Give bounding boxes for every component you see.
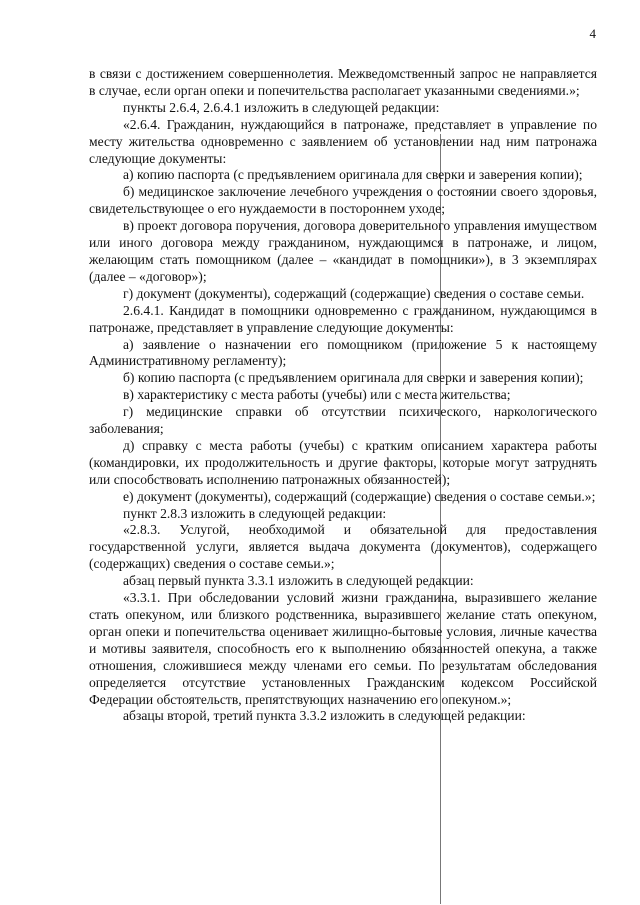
paragraph: «2.8.3. Услугой, необходимой и обязательной для предоставления государственной услуги, является выдача документа (документов), содержащего (содержащих) сведения о составе семьи.»; — [89, 522, 597, 572]
document-body — [89, 66, 597, 725]
paragraph: а) заявление о назначении его помощником (приложение 5 к настоящему Административному регламенту); — [89, 336, 597, 369]
paragraph: «2.6.4. Гражданин, нуждающийся в патронаже, представляет в управление по месту жительства одновременно с заявлением об установлении над ним патронажа следующие документы: — [89, 116, 597, 166]
page-number: 4 — [589, 26, 596, 41]
paragraph: б) медицинское заключение лечебного учреждения о состоянии своего здоровья, свидетельствующее о его нуждаемости в постороннем уходе; — [89, 184, 597, 217]
paragraph: пункт 2.8.3 изложить в следующей редакции: — [123, 505, 387, 521]
paragraph: в) проект договора поручения, договора доверительного управления имуществом или иного договора между гражданином, нуждающимся в патронаже, и лицом, желающим стать помощником (далее – «кандидат в помощники»), в 3 экземплярах (далее – «договор»); — [89, 218, 597, 284]
paragraph: г) медицинские справки об отсутствии психического, наркологического заболевания; — [89, 404, 597, 437]
paragraph: а) копию паспорта (с предъявлением оригинала для сверки и заверения копии); — [123, 167, 583, 183]
paragraph: «3.3.1. При обследовании условий жизни гражданина, выразившего желание стать опекуном, или близкого родственника, выразившего желание стать опекуном, орган опеки и попечительства оценивает жилищно-бытовые условия, личные качества и мотивы заявителя, способность его к выполнению обязанностей опекуна, а также отношения, сложившиеся между членами его семьи. По результатам обследования определяется отсутствие установленных Гражданским кодексом Российской Федерации обстоятельств, препятствующих назначению его опекуном.»; — [89, 590, 597, 707]
paragraph: е) документ (документы), содержащий (содержащие) сведения о составе семьи.»; — [123, 488, 596, 504]
paragraph: д) справку с места работы (учебы) с кратким описанием характера работы (командировки, их продолжительность и другие факторы, которые могут затруднять или способствовать исполнению патронажных обязанностей); — [89, 437, 597, 487]
paragraph: в) характеристику с места работы (учебы) или с места жительства; — [123, 387, 511, 403]
paragraph: в связи с достижением совершеннолетия. Межведомственный запрос не направляется в случае, если орган опеки и попечительства располагает указанными сведениями.»; — [89, 66, 597, 98]
paragraph: г) документ (документы), содержащий (содержащие) сведения о составе семьи. — [123, 285, 585, 301]
paragraph: абзац первый пункта 3.3.1 изложить в следующей редакции: — [123, 573, 474, 589]
paragraph: пункты 2.6.4, 2.6.4.1 изложить в следующей редакции: — [123, 99, 440, 115]
paragraph: б) копию паспорта (с предъявлением оригинала для сверки и заверения копии); — [123, 370, 584, 386]
paragraph: 2.6.4.1. Кандидат в помощники одновременно с гражданином, нуждающимся в патронаже, представляет в управление следующие документы: — [89, 302, 597, 335]
paragraph: абзацы второй, третий пункта 3.3.2 изложить в следующей редакции: — [123, 708, 526, 724]
